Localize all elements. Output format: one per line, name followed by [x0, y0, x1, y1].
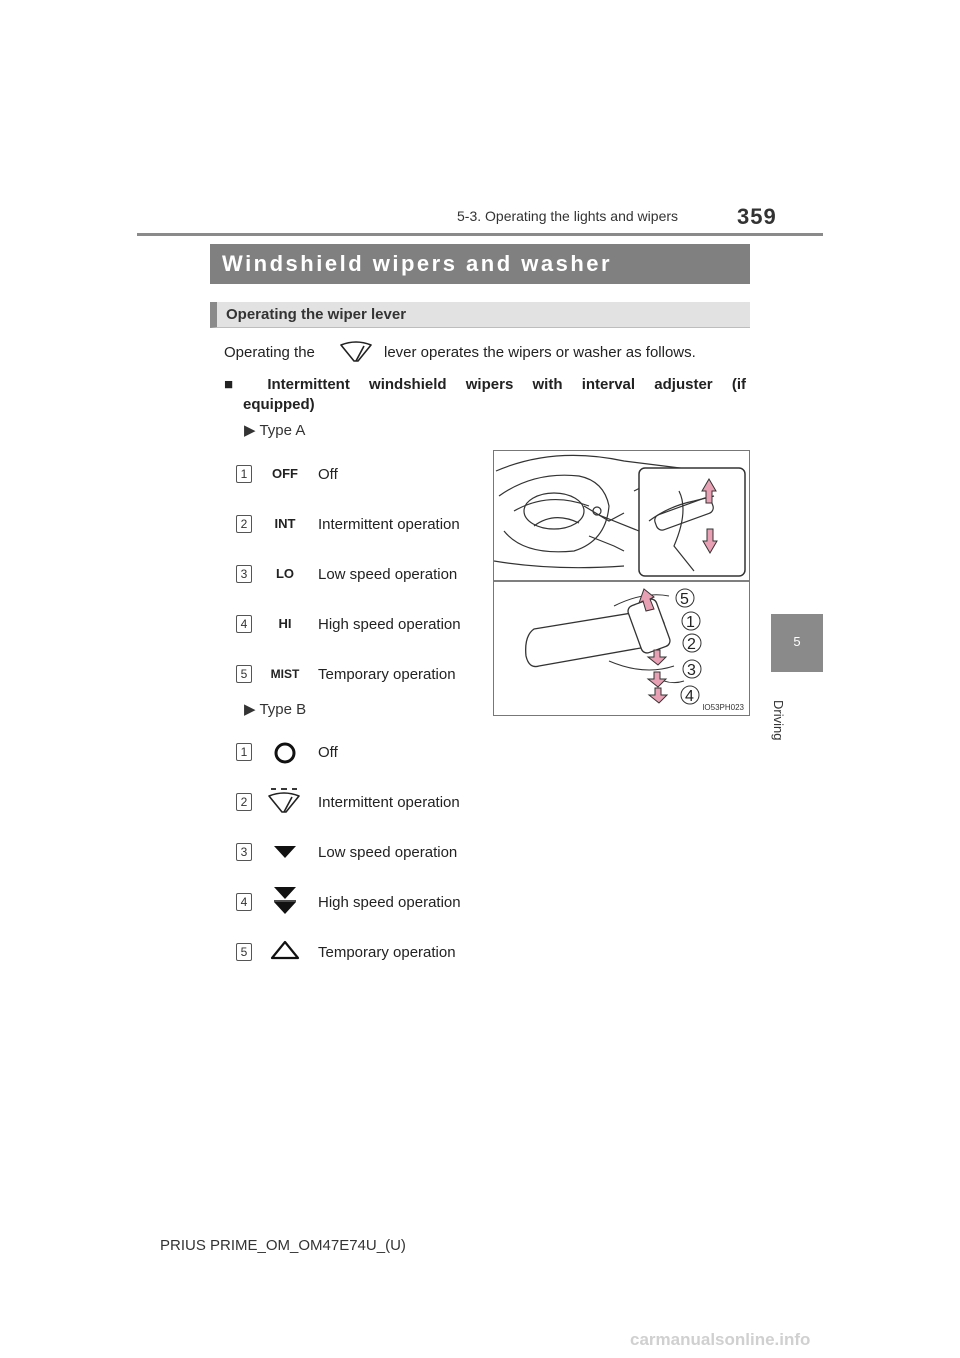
item-number: 5 [236, 943, 252, 961]
item-description: High speed operation [318, 894, 461, 911]
type-a-label [244, 421, 305, 439]
section-title: 5-3. Operating the lights and wipers [457, 208, 679, 224]
lever-drawing [494, 451, 749, 715]
document-footer: PRIUS PRIME_OM_OM47E74U_(U) [160, 1237, 406, 1254]
bullet-heading-line1: Intermittent windshield wipers with interval adjuster (if [267, 376, 746, 393]
figure-code: IO53PH023 [702, 703, 744, 712]
header-divider [137, 233, 823, 236]
bullet-heading [224, 376, 746, 393]
item-number: 1 [236, 743, 252, 761]
item-description: Off [318, 466, 338, 483]
lever-mark: MIST [270, 667, 300, 681]
item-description: Off [318, 744, 338, 761]
intro-text-end: lever operates the wipers or washer as follows. [384, 344, 696, 361]
lever-mark: LO [275, 566, 295, 581]
callout-5: 5 [680, 591, 689, 608]
intro-text-start: Operating the [224, 344, 315, 361]
single-triangle-down-icon [272, 845, 298, 864]
callout-4: 4 [685, 688, 694, 705]
item-number: 5 [236, 665, 252, 683]
lever-mark: HI [278, 616, 292, 631]
subsection-title: Operating the wiper lever [226, 306, 407, 323]
pointer-arrow-icon: ▶ [244, 701, 256, 718]
item-number: 2 [236, 793, 252, 811]
chapter-number: 5 [793, 634, 801, 649]
bullet-heading-line2: equipped) [243, 396, 315, 413]
callout-1: 1 [686, 614, 695, 631]
subsection-banner [210, 302, 750, 328]
item-description: Low speed operation [318, 844, 458, 861]
lever-mark: OFF [272, 466, 298, 481]
item-number: 2 [236, 515, 252, 533]
callout-2: 2 [687, 636, 696, 653]
item-description: Temporary operation [318, 666, 456, 683]
watermark: carmanualsonline.info [630, 1330, 811, 1349]
item-description: Low speed operation [318, 566, 458, 583]
intermittent-wiper-icon [266, 786, 302, 821]
circle-off-icon [272, 740, 298, 771]
pointer-arrow-icon: ▶ [244, 422, 256, 439]
page-number: 359 [737, 204, 777, 229]
item-description: Temporary operation [318, 944, 456, 961]
item-number: 4 [236, 615, 252, 633]
chapter-label: Driving [771, 700, 786, 741]
item-description: Intermittent operation [318, 794, 460, 811]
page-title: Windshield wipers and washer [222, 251, 613, 276]
page-title-banner [210, 244, 750, 284]
item-number: 3 [236, 565, 252, 583]
double-triangle-down-icon [272, 886, 298, 921]
wiper-icon [338, 340, 374, 371]
item-description: Intermittent operation [318, 516, 460, 533]
item-number: 3 [236, 843, 252, 861]
item-number: 4 [236, 893, 252, 911]
chapter-tab [771, 614, 823, 672]
item-description: High speed operation [318, 616, 461, 633]
type-a-text: Type A [259, 422, 306, 439]
wiper-lever-illustration [493, 450, 750, 716]
lever-mark: INT [274, 516, 296, 531]
triangle-up-outline-icon [270, 939, 300, 966]
type-b-text: Type B [259, 701, 307, 718]
callout-3: 3 [687, 662, 696, 679]
item-number: 1 [236, 465, 252, 483]
bullet-marker: ■ [224, 376, 249, 393]
type-b-label [244, 700, 306, 718]
